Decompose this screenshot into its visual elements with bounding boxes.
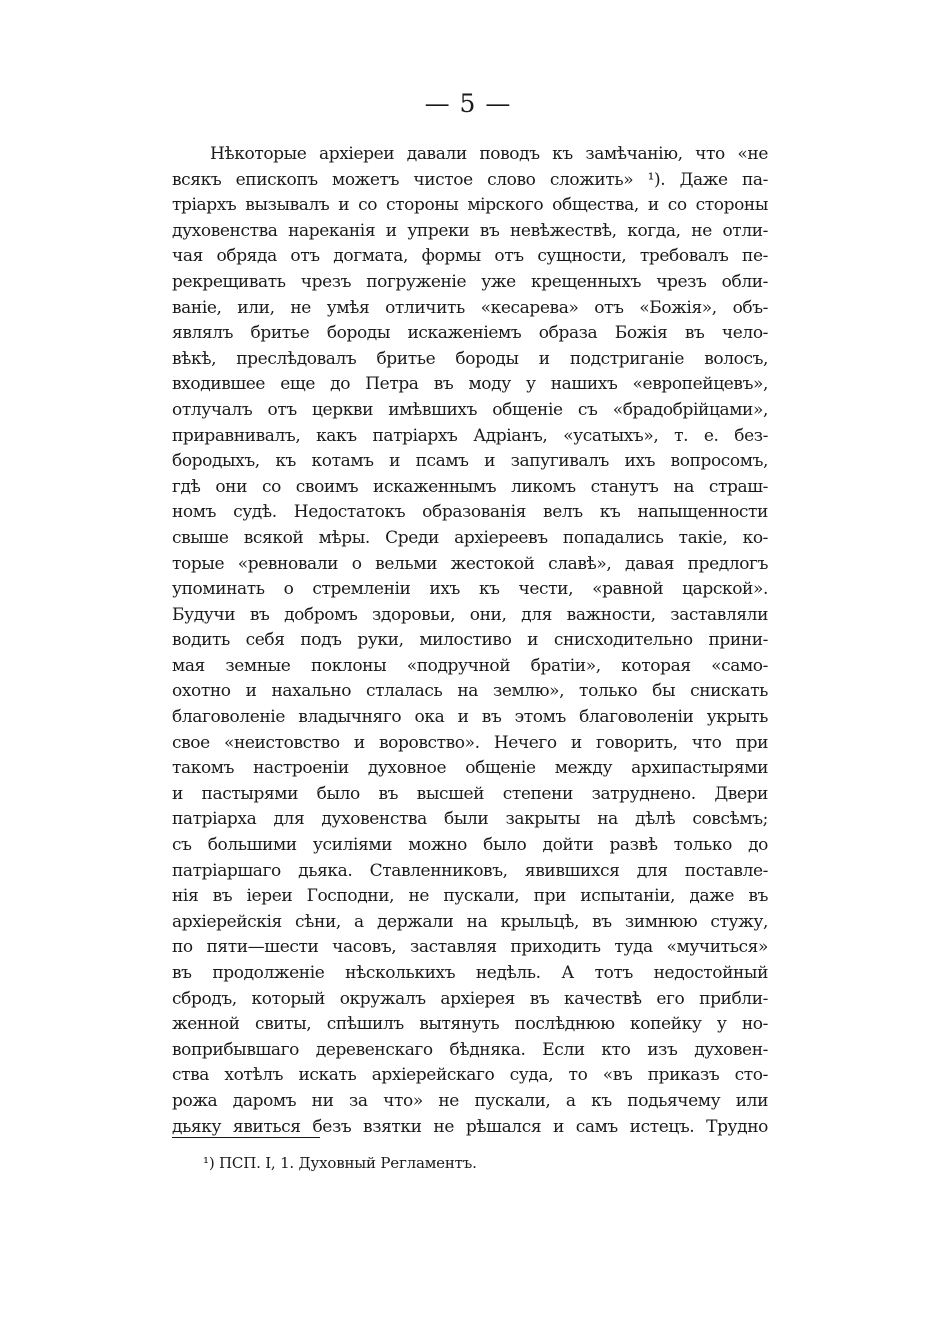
text-line: водить себя подъ руки, милостиво и снисходительно прини- <box>172 630 768 651</box>
text-line: по пяти—шести часовъ, заставляя приходить туда «мучиться» <box>172 937 768 958</box>
text-line: въ продолженіе нѣсколькихъ недѣль. А тотъ недостойный <box>172 963 768 983</box>
text-line: всякъ епископъ можетъ чистое слово сложить» ¹). Даже па- <box>172 169 768 190</box>
text-line: такомъ настроеніи духовное общеніе между архипастырями <box>172 758 768 779</box>
text-line: съ большими усиліями можно было дойти развѣ только до <box>172 835 768 856</box>
text-line: бородыхъ, къ котамъ и псамъ и запугивалъ ихъ вопросомъ, <box>172 451 768 472</box>
text-line: чая обряда отъ догмата, формы отъ сущности, требовалъ пе- <box>172 246 768 267</box>
text-line: упоминать о стремленіи ихъ къ чести, «равной царской». <box>172 579 768 600</box>
text-line: патріарха для духовенства были закрыты на дѣлѣ совсѣмъ; <box>172 809 768 830</box>
text-line: патріаршаго дьяка. Ставленниковъ, явившихся для поставле- <box>172 860 768 881</box>
footnote: ¹) ПСП. I, 1. Духовный Регламентъ. <box>203 1154 477 1172</box>
text-line: номъ судѣ. Недостатокъ образованія велъ къ напыщенности <box>172 502 768 523</box>
text-line: торые «ревновали о вельми жестокой славѣ», давая предлогъ <box>172 553 768 574</box>
text-line: женной свиты, спѣшилъ вытянуть послѣднюю копейку у но- <box>172 1014 768 1035</box>
text-line: благоволеніе владычняго ока и въ этомъ благоволеніи укрыть <box>172 707 768 728</box>
text-line: входившее еще до Петра въ моду у нашихъ «европейцевъ», <box>172 374 768 395</box>
text-line: ваніе, или, не умѣя отличить «кесарева» отъ «Божія», объ- <box>172 297 768 318</box>
text-line: свое «неистовство и воровство». Нечего и говорить, что при <box>172 732 768 753</box>
text-line: Нѣкоторые архіереи давали поводъ къ замѣчанію, что «не <box>210 144 768 164</box>
text-line: вѣкѣ, преслѣдовалъ бритье бороды и подстриганіе волосъ, <box>172 348 768 369</box>
text-line: охотно и нахально стлалась на землю», только бы снискать <box>172 681 768 702</box>
text-line: архіерейскія сѣни, а держали на крыльцѣ, въ зимнюю стужу, <box>172 911 768 932</box>
text-line: ства хотѣлъ искать архіерейскаго суда, то «въ приказъ сто- <box>172 1065 768 1086</box>
text-line: рекрещивать чрезъ погруженіе уже крещенныхъ чрезъ обли- <box>172 271 768 292</box>
footnote-rule <box>172 1137 320 1138</box>
text-line: духовенства нареканія и упреки въ невѣжествѣ, когда, не отли- <box>172 220 768 241</box>
text-line: Будучи въ добромъ здоровьи, они, для важности, заставляли <box>172 604 768 625</box>
text-line: гдѣ они со своимъ искаженнымъ ликомъ станутъ на страш- <box>172 476 768 497</box>
body-text <box>172 142 768 1140</box>
text-line: нія въ іереи Господни, не пускали, при испытаніи, даже въ <box>172 886 768 907</box>
text-line: дьяку явиться безъ взятки не рѣшался и самъ истецъ. Трудно <box>172 1116 768 1137</box>
text-line: рожа даромъ ни за что» не пускали, а къ подьячему или <box>172 1090 768 1111</box>
text-line: воприбывшаго деревенскаго бѣдняка. Если кто изъ духовен- <box>172 1039 768 1060</box>
text-line: мая земные поклоны «подручной братіи», которая «само- <box>172 655 768 676</box>
text-line: отлучалъ отъ церкви имѣвшихъ общеніе съ «брадобрійцами», <box>172 399 768 420</box>
page-number: — 5 — <box>424 89 512 118</box>
text-line: являлъ бритье бороды искаженіемъ образа Божія въ чело- <box>172 323 768 344</box>
text-line: свыше всякой мѣры. Среди архіереевъ попадались такіе, ко- <box>172 527 768 548</box>
text-line: приравнивалъ, какъ патріархъ Адріанъ, «усатыхъ», т. е. без- <box>172 425 768 446</box>
text-line: сбродъ, который окружалъ архіерея въ качествѣ его прибли- <box>172 988 768 1009</box>
text-line: и пастырями было въ высшей степени затруднено. Двери <box>172 783 768 804</box>
text-line: тріархъ вызывалъ и со стороны мірского общества, и со стороны <box>172 195 768 216</box>
